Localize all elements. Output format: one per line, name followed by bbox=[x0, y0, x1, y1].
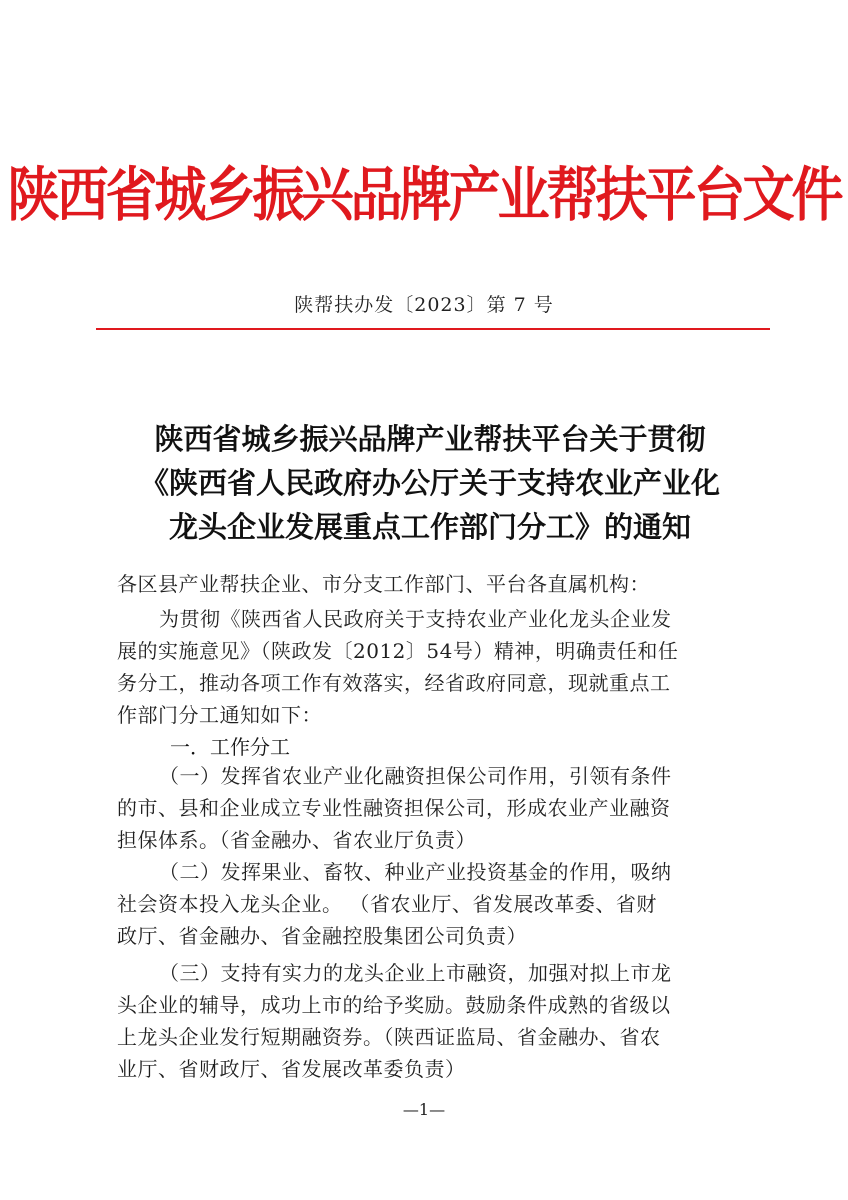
notice-title-line: 《陕西省人民政府办公厅关于支持农业产业化 bbox=[139, 466, 720, 500]
paragraph-line: 作部门分工通知如下： bbox=[117, 703, 322, 727]
section-heading: 一．工作分工 bbox=[170, 735, 290, 759]
item-paragraph-3 bbox=[117, 957, 737, 1085]
salutation bbox=[117, 568, 737, 600]
paragraph-line: 为贯彻《陕西省人民政府关于支持农业产业化龙头企业发 bbox=[159, 607, 672, 631]
document-number: 陕帮扶办发〔2023〕第 7 号 bbox=[294, 294, 554, 316]
paragraph-line: 业厅、省财政厅、省发展改革委负责） bbox=[117, 1057, 466, 1081]
page-number: —1— bbox=[402, 1100, 446, 1119]
document-header-title: 陕西省城乡振兴品牌产业帮扶平台文件 bbox=[7, 162, 841, 230]
paragraph-line: （一）发挥省农业产业化融资担保公司作用，引领有条件 bbox=[159, 764, 672, 788]
item-paragraph-2 bbox=[117, 856, 737, 952]
salutation-line: 各区县产业帮扶企业、市分支工作部门、平台各直属机构： bbox=[117, 572, 650, 596]
notice-title-line: 龙头企业发展重点工作部门分工》的通知 bbox=[168, 510, 691, 544]
paragraph-line: （二）发挥果业、畜牧、种业产业投资基金的作用，吸纳 bbox=[159, 860, 672, 884]
item-paragraph-1 bbox=[117, 760, 737, 856]
paragraph-line: 的市、县和企业成立专业性融资担保公司，形成农业产业融资 bbox=[117, 796, 671, 820]
notice-title bbox=[100, 417, 760, 549]
red-divider-line bbox=[96, 328, 770, 330]
paragraph-line: 政厅、省金融办、省金融控股集团公司负责） bbox=[117, 924, 527, 948]
paragraph-line: 头企业的辅导，成功上市的给予奖励。鼓励条件成熟的省级以 bbox=[117, 993, 671, 1017]
notice-title-line: 陕西省城乡振兴品牌产业帮扶平台关于贯彻 bbox=[154, 422, 706, 456]
intro-paragraph bbox=[117, 603, 737, 731]
paragraph-line: 担保体系。（省金融办、省农业厅负责） bbox=[117, 828, 476, 852]
paragraph-line: 上龙头企业发行短期融资券。（陕西证监局、省金融办、省农 bbox=[117, 1025, 661, 1049]
paragraph-line: 社会资本投入龙头企业。 （省农业厅、省发展改革委、省财 bbox=[117, 892, 657, 916]
paragraph-line: （三）支持有实力的龙头企业上市融资，加强对拟上市龙 bbox=[159, 961, 672, 985]
paragraph-line: 展的实施意见》（陕政发〔2012〕54号）精神，明确责任和任 bbox=[117, 639, 679, 663]
paragraph-line: 务分工，推动各项工作有效落实，经省政府同意，现就重点工 bbox=[117, 671, 671, 695]
